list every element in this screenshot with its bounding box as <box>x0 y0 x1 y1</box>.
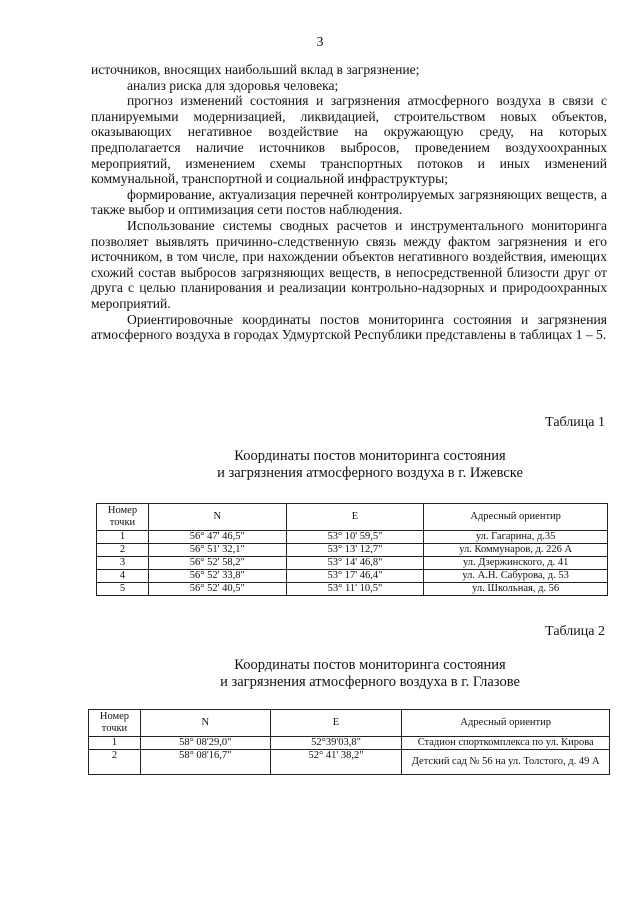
header-cell: E <box>270 710 402 737</box>
table-row <box>97 557 608 570</box>
table-cell: Стадион спорткомплекса по ул. Кирова <box>402 737 610 750</box>
table-cell: ул. Школьная, д. 56 <box>424 583 608 596</box>
table2-label: Таблица 2 <box>545 624 605 639</box>
table1-title-line1: Координаты постов мониторинга состояния <box>234 448 506 464</box>
header-cell: Номер точки <box>89 710 141 737</box>
paragraph: анализ риска для здоровья человека; <box>127 77 339 93</box>
page-number: 3 <box>316 35 324 50</box>
table-cell: 53° 13' 12,7" <box>286 544 424 557</box>
table-cell: 5 <box>97 583 149 596</box>
table2-title <box>0 657 640 691</box>
table-cell: ул. Коммунаров, д. 226 А <box>424 544 608 557</box>
header-cell: N <box>140 710 270 737</box>
table2-title-line2: и загрязнения атмосферного воздуха в г. Глазове <box>220 674 520 690</box>
table-cell: 1 <box>89 737 141 750</box>
table-cell: Детский сад № 56 на ул. Толстого, д. 49 А <box>402 750 610 775</box>
table-cell: 2 <box>97 544 149 557</box>
table-cell: 52°39'03,8" <box>270 737 402 750</box>
header-cell: Адресный ориентир <box>402 710 610 737</box>
table-cell: 1 <box>97 531 149 544</box>
table-cell: 58° 08'16,7" <box>140 750 270 775</box>
table-cell: ул. Гагарина, д.35 <box>424 531 608 544</box>
table1-title-line2: и загрязнения атмосферного воздуха в г. Ижевске <box>217 465 523 481</box>
table-cell: 53° 10' 59,5" <box>286 531 424 544</box>
header-cell: N <box>148 504 286 531</box>
table-cell: 56° 47' 46,5" <box>148 531 286 544</box>
table-row <box>89 737 610 750</box>
header-cell: E <box>286 504 424 531</box>
table1 <box>96 503 608 596</box>
table-row <box>97 570 608 583</box>
paragraph: Ориентировочные координаты постов мониторинга состояния и загрязнения атмосферного воздуха в городах Удмуртской Республики представлены в таблицах 1 – 5. <box>91 311 607 343</box>
table-cell: 58° 08'29,0" <box>140 737 270 750</box>
table-row <box>97 544 608 557</box>
paragraph: прогноз изменений состояния и загрязнения атмосферного воздуха в связи с планируемыми модернизацией, ликвидацией, строительством новых объектов, оказывающих негативное воздействие на окружающую среду, на которых предполагается наличие источников выбросов, проведением воздухоохранных мероприятий, изменением схемы транспортных потоков и иных изменений коммунальной, транспортной и социальной инфраструктуры; <box>91 93 607 187</box>
table-cell: 53° 11' 10,5" <box>286 583 424 596</box>
paragraph: источников, вносящих наибольший вклад в загрязнение; <box>91 62 420 77</box>
table2 <box>88 709 610 775</box>
table1-title <box>0 448 640 482</box>
table-cell: 56° 51' 32,1" <box>148 544 286 557</box>
table-row <box>97 531 608 544</box>
table-row <box>97 583 608 596</box>
table-cell: 53° 14' 46,8" <box>286 557 424 570</box>
table2-title-line1: Координаты постов мониторинга состояния <box>234 657 506 673</box>
table-cell: 56° 52' 58,2" <box>148 557 286 570</box>
table-cell: 4 <box>97 570 149 583</box>
table2-header-row <box>89 710 610 737</box>
paragraph: формирование, актуализация перечней контролируемых загрязняющих веществ, а также выбор и оптимизация сети постов наблюдения. <box>91 186 607 218</box>
body-text <box>91 62 607 343</box>
table-cell: 56° 52' 33,8" <box>148 570 286 583</box>
paragraph: Использование системы сводных расчетов и инструментального мониторинга позволяет выявлять причинно-следственную связь между фактом загрязнения и его источником, в том числе, при нахождении объектов негативного воздействия, имеющих схожий состав выбросов загрязняющих веществ, в непосредственной близости друг от друга с целью планирования и реализации контрольно-надзорных и природоохранных мероприятий. <box>91 217 607 311</box>
table-cell: 2 <box>89 750 141 775</box>
header-cell: Адресный ориентир <box>424 504 608 531</box>
table-cell: 56° 52' 40,5" <box>148 583 286 596</box>
table-cell: 52° 41' 38,2" <box>270 750 402 775</box>
table-cell: ул. А.Н. Сабурова, д. 53 <box>424 570 608 583</box>
table-cell: 3 <box>97 557 149 570</box>
header-cell: Номер точки <box>97 504 149 531</box>
table1-header-row <box>97 504 608 531</box>
table1-label: Таблица 1 <box>545 415 605 430</box>
table-row <box>89 750 610 775</box>
table-cell: ул. Дзержинского, д. 41 <box>424 557 608 570</box>
table-cell: 53° 17' 46,4" <box>286 570 424 583</box>
